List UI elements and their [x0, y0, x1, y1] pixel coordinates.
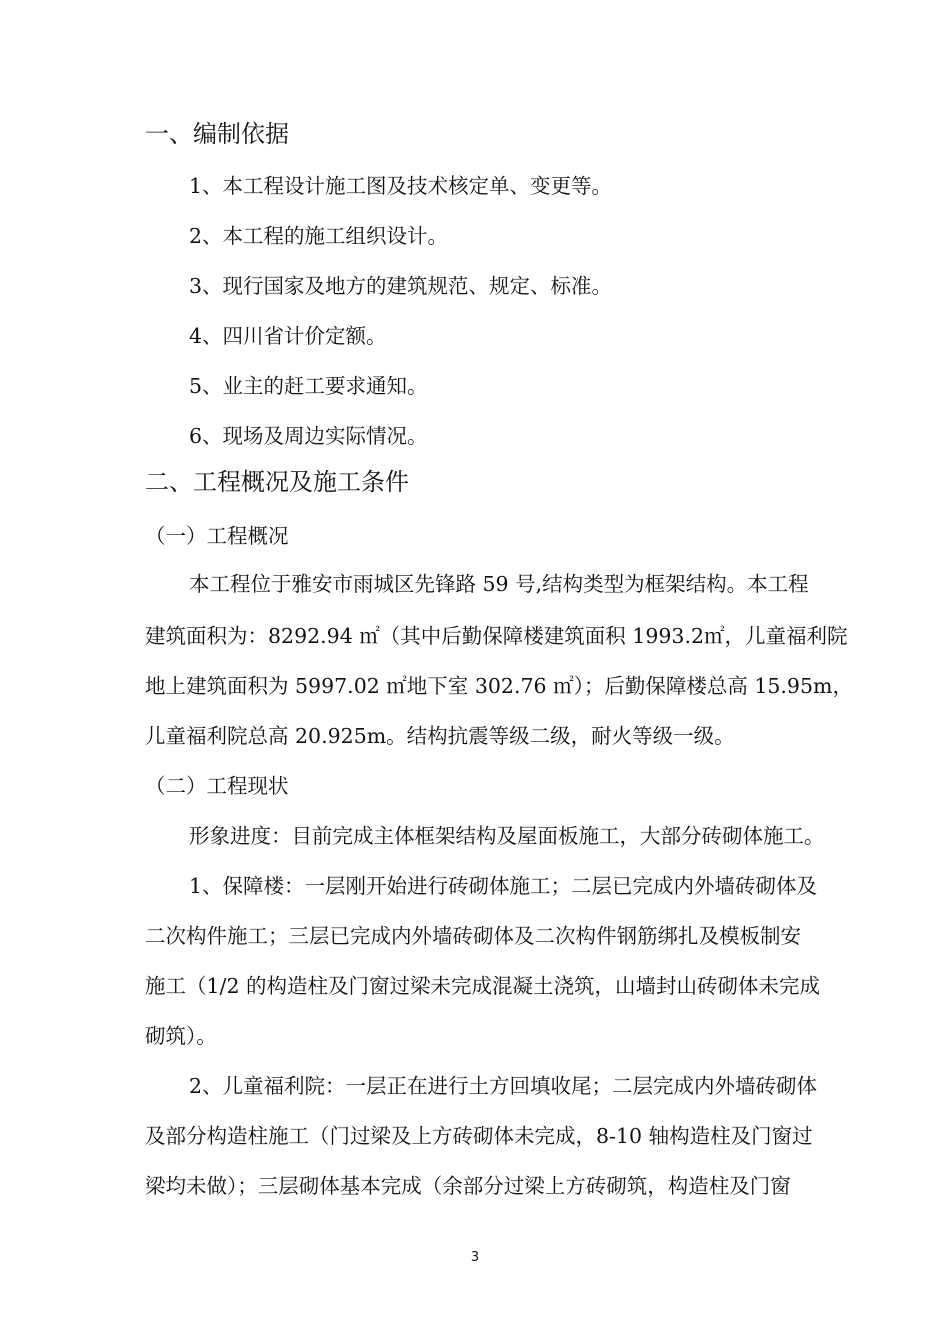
subsection-status-heading: （二）工程现状 — [145, 774, 289, 798]
basis-item-2: 2、本工程的施工组织设计。 — [189, 224, 449, 248]
basis-item-3: 3、现行国家及地方的建筑规范、规定、标准。 — [189, 274, 613, 298]
overview-line-4: 儿童福利院总高 20.925m。结构抗震等级二级，耐火等级一级。 — [145, 724, 735, 748]
section-1-heading: 一、编制依据 — [145, 120, 289, 148]
overview-line-2: 建筑面积为：8292.94 ㎡（其中后勤保障楼建筑面积 1993.2㎡，儿童福利院 — [145, 624, 848, 648]
basis-item-1: 1、本工程设计施工图及技术核定单、变更等。 — [189, 174, 613, 198]
basis-item-5: 5、业主的赶工要求通知。 — [189, 374, 428, 398]
status-line-5: 砌筑）。 — [145, 1024, 217, 1048]
status-line-6: 2、儿童福利院：一层正在进行土方回填收尾；二层完成内外墙砖砌体 — [189, 1074, 818, 1098]
status-line-2: 1、保障楼：一层刚开始进行砖砌体施工；二层已完成内外墙砖砌体及 — [189, 874, 818, 898]
overview-line-1: 本工程位于雅安市雨城区先锋路 59 号,结构类型为框架结构。本工程 — [189, 572, 809, 596]
status-line-7: 及部分构造柱施工（门过梁及上方砖砌体未完成，8-10 轴构造柱及门窗过 — [145, 1124, 813, 1148]
page-number: 3 — [470, 1250, 480, 1265]
basis-item-4: 4、四川省计价定额。 — [189, 324, 387, 348]
status-line-8: 梁均未做）；三层砌体基本完成（余部分过梁上方砖砌筑，构造柱及门窗 — [145, 1174, 791, 1198]
overview-line-3: 地上建筑面积为 5997.02 ㎡地下室 302.76 ㎡）；后勤保障楼总高 15.95m， — [145, 674, 853, 698]
subsection-overview-heading: （一）工程概况 — [145, 524, 289, 548]
basis-item-6: 6、现场及周边实际情况。 — [189, 424, 428, 448]
status-line-4: 施工（1/2 的构造柱及门窗过梁未完成混凝土浇筑，山墙封山砖砌体未完成 — [145, 974, 821, 998]
status-line-1: 形象进度：目前完成主体框架结构及屋面板施工，大部分砖砌体施工。 — [189, 824, 825, 848]
status-line-3: 二次构件施工；三层已完成内外墙砖砌体及二次构件钢筋绑扎及模板制安 — [145, 924, 801, 948]
section-2-heading: 二、工程概况及施工条件 — [145, 468, 409, 496]
